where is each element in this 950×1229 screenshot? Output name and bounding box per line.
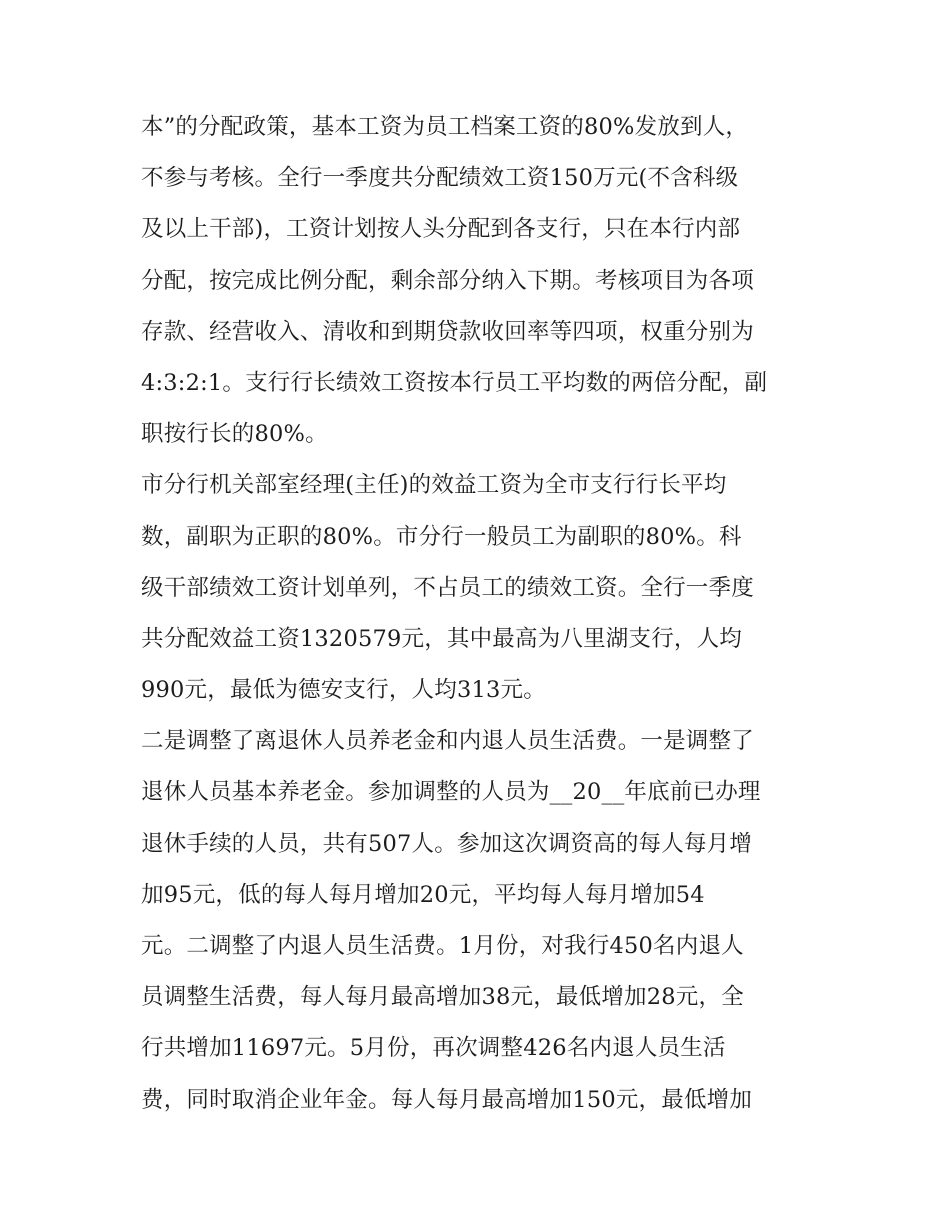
text-line: 及以上干部)，工资计划按人头分配到各支行，只在本行内部	[141, 216, 741, 243]
text-line: 职按行长的80%。	[141, 421, 328, 448]
body-text	[141, 102, 821, 1126]
text-line: 加95元，低的每人每月增加20元，平均每人每月增加54	[141, 881, 705, 908]
text-line: 4:3:2:1。支行行长绩效工资按本行员工平均数的两倍分配，副	[141, 369, 768, 396]
text-line: 不参与考核。全行一季度共分配绩效工资150万元(不含科级	[141, 165, 739, 192]
text-line: 费，同时取消企业年金。每人每月最高增加150元，最低增加	[141, 1086, 753, 1113]
text-line: 990元，最低为德安支行，人均313元。	[141, 677, 546, 704]
text-line: 存款、经营收入、清收和到期贷款收回率等四项，权重分别为	[141, 318, 754, 345]
text-line: 员调整生活费，每人每月最高增加38元，最低增加28元，全	[141, 984, 744, 1011]
text-line: 市分行机关部室经理(主任)的效益工资为全市支行行长平均	[141, 472, 727, 499]
text-line: 本”的分配政策，基本工资为员工档案工资的80%发放到人，	[141, 114, 749, 140]
text-line: 级干部绩效工资计划单列，不占员工的绩效工资。全行一季度	[141, 574, 754, 601]
text-line: 元。二调整了内退人员生活费。1月份，对我行450名内退人	[141, 933, 744, 959]
text-line: 退休手续的人员，共有507人。参加这次调资高的每人每月增	[141, 830, 753, 857]
text-line: 共分配效益工资1320579元，其中最高为八里湖支行，人均	[141, 625, 743, 652]
text-line: 分配，按完成比例分配，剩余部分纳入下期。考核项目为各项	[141, 267, 754, 294]
text-line: 行共增加11697元。5月份，再次调整426名内退人员生活	[141, 1035, 726, 1062]
text-line: 退休人员基本养老金。参加调整的人员为__20__年底前已办理	[141, 779, 761, 806]
text-line: 二是调整了离退休人员养老金和内退人员生活费。一是调整了	[141, 728, 754, 755]
text-line: 数，副职为正职的80%。市分行一般员工为副职的80%。科	[141, 523, 742, 550]
